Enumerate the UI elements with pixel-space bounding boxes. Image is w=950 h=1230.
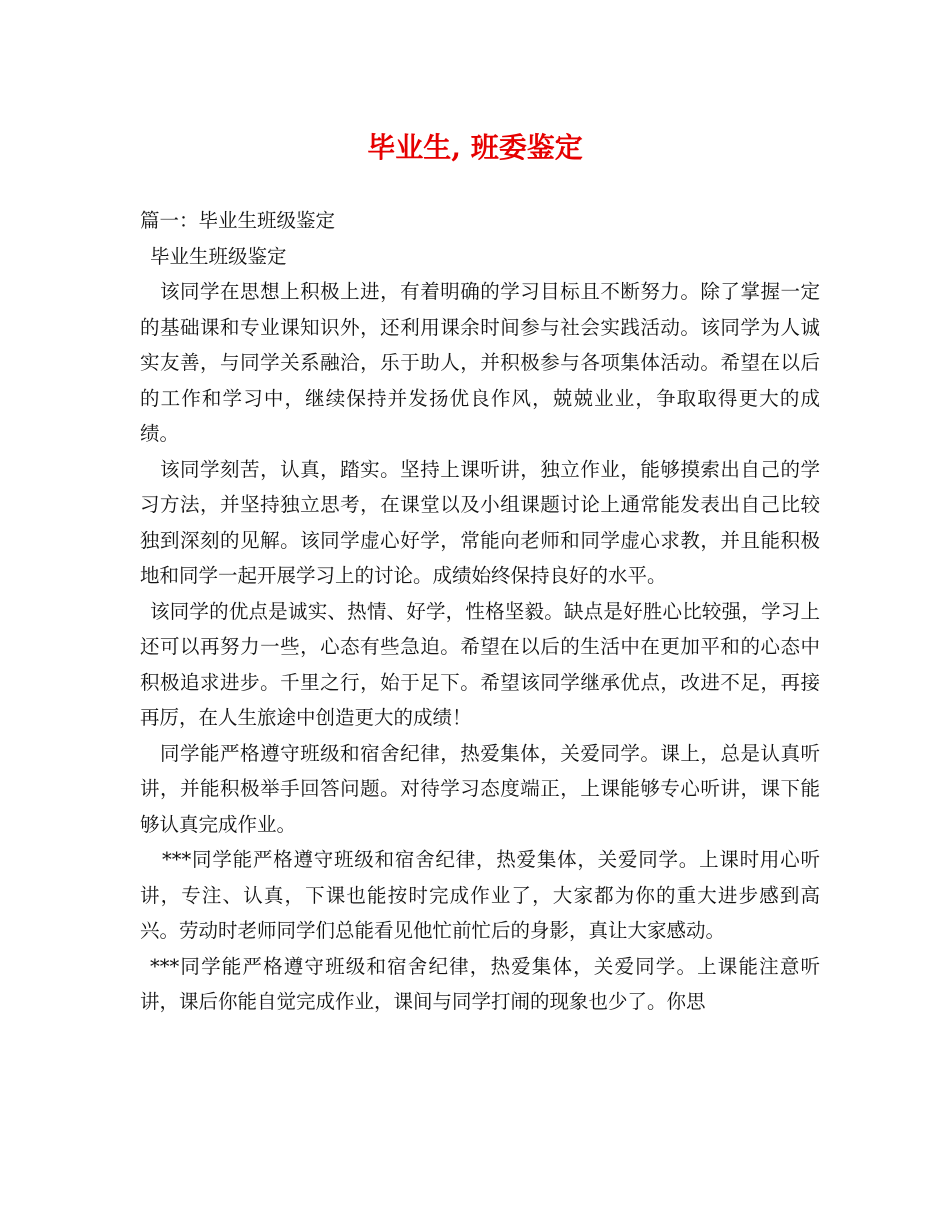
document-body	[140, 203, 820, 1020]
paragraph-5: ***同学能严格遵守班级和宿舍纪律，热爱集体，关爱同学。上课时用心听讲，专注、认真，下课也能按时完成作业了，大家都为你的重大进步感到高兴。劳动时老师同学们总能看见他忙前忙后的身影，真让大家感动。	[140, 848, 820, 942]
paragraph-6: ***同学能严格遵守班级和宿舍纪律，热爱集体，关爱同学。上课能注意听讲，课后你能自觉完成作业，课间与同学打闹的现象也少了。你思	[140, 954, 820, 1013]
paragraph-3: 该同学的优点是诚实、热情、好学，性格坚毅。缺点是好胜心比较强，学习上还可以再努力一些，心态有些急迫。希望在以后的生活中在更加平和的心态中积极追求进步。千里之行，始于足下。希望该同学继承优点，改进不足，再接再厉，在人生旅途中创造更大的成绩！	[140, 599, 820, 729]
sub-heading: 毕业生班级鉴定	[150, 244, 287, 268]
section-heading: 篇一：毕业生班级鉴定	[140, 209, 336, 232]
paragraph-2: 该同学刻苦，认真，踏实。坚持上课听讲，独立作业，能够摸索出自己的学习方法，并坚持独立思考，在课堂以及小组课题讨论上通常能发表出自己比较独到深刻的见解。该同学虚心好学，常能向老师和同学虚心求教，并且能积极地和同学一起开展学习上的讨论。成绩始终保持良好的水平。	[140, 457, 820, 587]
paragraph-4: 同学能严格遵守班级和宿舍纪律，热爱集体，关爱同学。课上，总是认真听讲，并能积极举手回答问题。对待学习态度端正，上课能够专心听讲，课下能够认真完成作业。	[140, 741, 820, 836]
document-title: 毕业生, 班委鉴定	[367, 131, 583, 164]
paragraph-1: 该同学在思想上积极上进，有着明确的学习目标且不断努力。除了掌握一定的基础课和专业课知识外，还利用课余时间参与社会实践活动。该同学为人诚实友善，与同学关系融洽，乐于助人，并积极参与各项集体活动。希望在以后的工作和学习中，继续保持并发扬优良作风，兢兢业业，争取取得更大的成绩。	[140, 280, 820, 445]
